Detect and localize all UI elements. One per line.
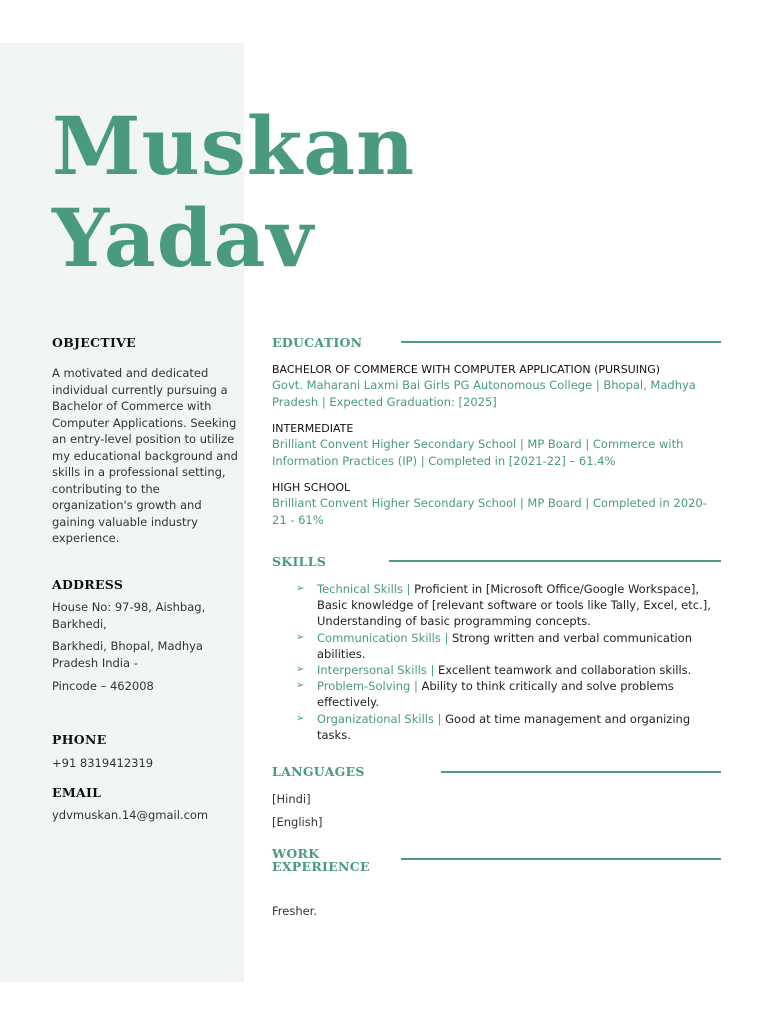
arrow-bullet-icon: ➢ [296,680,305,692]
arrow-bullet-icon: ➢ [296,664,305,676]
skills-list [296,581,716,743]
skill-desc: Strong written and verbal communication abilities. [317,630,692,661]
education-divider [401,341,721,343]
language-item: [English] [272,815,323,829]
work-experience-heading [272,847,370,873]
skills-divider [389,560,721,562]
work-divider [401,858,721,860]
arrow-bullet-icon: ➢ [296,631,305,643]
skills-heading: SKILLS [272,554,327,569]
skill-desc: Proficient in [Microsoft Office/Google Workspace], Basic knowledge of [relevant software or tools like Tally, Excel, etc.], Understanding of basic programming concepts. [317,582,711,629]
skill-item [296,662,716,678]
skill-desc: Excellent teamwork and collaboration skills. [434,663,692,678]
skill-item [296,630,716,662]
languages-divider [441,771,721,773]
degree-school: Govt. Maharani Laxmi Bai Girls PG Autonomous College | Bhopal, Madhya Pradesh | Expected Graduation: [2025] [272,378,696,409]
skill-item [296,581,716,630]
skill-item [296,678,716,710]
degree-title: INTERMEDIATE [272,422,354,435]
skill-name: Problem-Solving | [317,679,418,694]
work-experience-text: Fresher. [272,904,318,918]
degree-school: Brilliant Convent Higher Secondary School | MP Board | Commerce with Information Practices (IP) | Completed in [2021-22] – 61.4% [272,437,684,468]
skill-name: Organizational Skills | [317,711,442,726]
skill-desc: Ability to think critically and solve problems effectively. [317,679,674,710]
skill-name: Technical Skills | [317,582,411,596]
last-name: Yadav [52,191,314,285]
skill-desc: Good at time management and organizing tasks. [317,711,691,742]
first-name: Muskan [52,99,416,193]
address-line-1: House No: 97-98, Aishbag, Barkhedi, [52,600,206,631]
skill-name: Interpersonal Skills | [317,663,435,678]
address-heading: ADDRESS [52,577,124,592]
degree-school: Brilliant Convent Higher Secondary School | MP Board | Completed in 2020-21 - 61% [272,496,707,527]
languages-heading: LANGUAGES [272,764,365,779]
degree-title: BACHELOR OF COMMERCE WITH COMPUTER APPLICATION (PURSUING) [272,363,661,376]
work-heading-line2: EXPERIENCE [272,859,370,874]
phone-number: +91 8319412319 [52,756,154,770]
email-address: ydvmuskan.14@gmail.com [52,808,209,822]
address-pincode: Pincode – 462008 [52,679,154,693]
work-heading-line1: WORK [272,846,320,861]
arrow-bullet-icon: ➢ [296,712,305,724]
full-name [52,100,415,284]
objective-text: A motivated and dedicated individual currently pursuing a Bachelor of Commerce with Computer Applications. Seeking an entry-level position to utilize my educational background and skills in a professional setting, contributing to the organization's growth and gaining valuable industry experience. [52,366,238,545]
objective-heading: OBJECTIVE [52,335,136,350]
email-heading: EMAIL [52,785,102,800]
arrow-bullet-icon: ➢ [296,583,305,594]
skill-item [296,711,716,743]
education-heading: EDUCATION [272,335,363,350]
language-item: [Hindi] [272,792,311,806]
skill-name: Communication Skills | [317,630,449,645]
address-line-2: Barkhedi, Bhopal, Madhya Pradesh India - [52,639,203,670]
phone-heading: PHONE [52,732,107,747]
degree-title: HIGH SCHOOL [272,481,351,494]
